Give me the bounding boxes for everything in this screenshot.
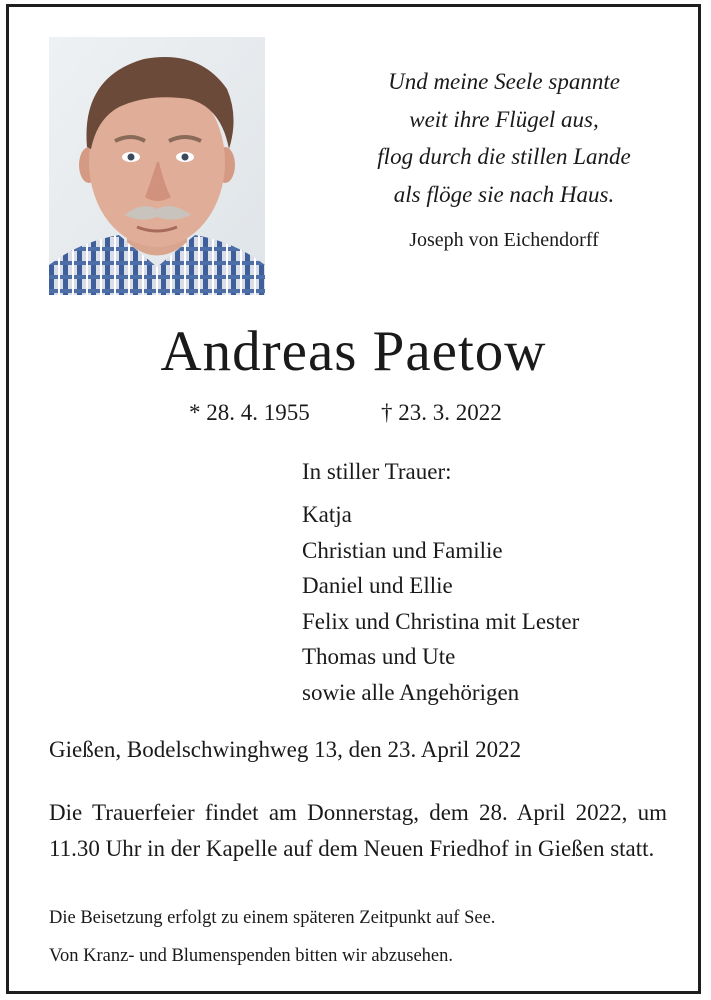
birth-date: * 28. 4. 1955 — [189, 400, 310, 425]
place-and-date: Gießen, Bodelschwinghweg 13, den 23. April 2022 — [49, 737, 522, 762]
mourner-name: sowie alle Angehörigen — [302, 679, 520, 705]
mourner-name: Katja — [302, 502, 352, 527]
mourner-name: Thomas und Ute — [302, 644, 456, 669]
mourner-name: Daniel und Ellie — [302, 573, 453, 598]
poem — [329, 63, 679, 213]
obituary-card — [6, 4, 701, 994]
ceremony-notice: Die Trauerfeier findet am Donnerstag, dem 28. April 2022, um 11.30 Uhr in der Kapelle auf dem Neuen Friedhof in Gießen statt. — [49, 800, 667, 861]
mourners-heading: In stiller Trauer: — [302, 459, 452, 484]
poem-line: als flöge sie nach Haus. — [393, 181, 615, 207]
death-date: † 23. 3. 2022 — [381, 400, 502, 425]
mourner-name: Christian und Familie — [302, 537, 503, 563]
mourner-name: Felix und Christina mit Lester — [302, 608, 580, 634]
poem-line: Und meine Seele spannte — [388, 69, 620, 94]
mourners-list — [302, 459, 579, 710]
poem-author: Joseph von Eichendorff — [409, 229, 599, 251]
deceased-name: Andreas Paetow — [160, 320, 547, 383]
burial-notice: Die Beisetzung erfolgt zu einem späteren Zeitpunkt auf See. — [49, 908, 496, 928]
portrait-photo — [49, 37, 265, 295]
flowers-notice: Von Kranz- und Blumenspenden bitten wir abzusehen. — [49, 946, 453, 966]
poem-line: flog durch die stillen Lande — [377, 144, 631, 169]
poem-line: weit ihre Flügel aus, — [409, 106, 599, 132]
